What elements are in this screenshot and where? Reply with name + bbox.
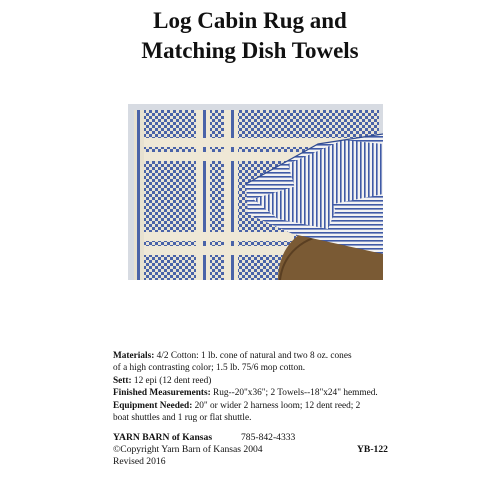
sett-label: Sett: — [113, 375, 132, 386]
materials-label: Materials: — [113, 351, 155, 361]
equipment-line-2: boat shuttles and 1 rug or flat shuttle. — [113, 413, 252, 424]
revised-date: Revised 2016 — [113, 456, 166, 468]
rug-and-towel-illustration — [128, 104, 383, 280]
equipment-label: Equipment Needed: — [113, 400, 193, 411]
brand-name: YARN BARN of Kansas — [113, 432, 213, 443]
finished-text: Rug--20"x36"; 2 Towels--18"x24" hemmed. — [210, 388, 378, 399]
materials-line-2: of a high contrasting color; 1.5 lb. 75/6 mop cotton. — [113, 363, 306, 374]
finished-measurements-line — [113, 387, 413, 399]
publisher-footer — [113, 432, 413, 469]
finished-label: Finished Measurements: — [113, 388, 211, 399]
page-title-line-1: Log Cabin Rug and — [153, 8, 347, 33]
materials-text-1: 4/2 Cotton: 1 lb. cone of natural and two 8 oz. cones — [154, 351, 352, 361]
pattern-specifications — [113, 350, 413, 424]
equipment-text-1: 20" or wider 2 harness loom; 12 dent reed; 2 — [192, 400, 361, 411]
equipment-line-1 — [113, 400, 413, 412]
materials-line-1 — [113, 350, 413, 362]
pattern-code: YB-122 — [357, 444, 388, 456]
sett-text: 12 epi (12 dent reed) — [131, 375, 212, 386]
woven-rug-photo — [128, 104, 383, 280]
page-title-line-2: Matching Dish Towels — [141, 38, 359, 63]
copyright-text: ©Copyright Yarn Barn of Kansas 2004 — [113, 444, 263, 456]
phone-number: 785-842-4333 — [241, 432, 296, 443]
sett-line — [113, 375, 413, 387]
